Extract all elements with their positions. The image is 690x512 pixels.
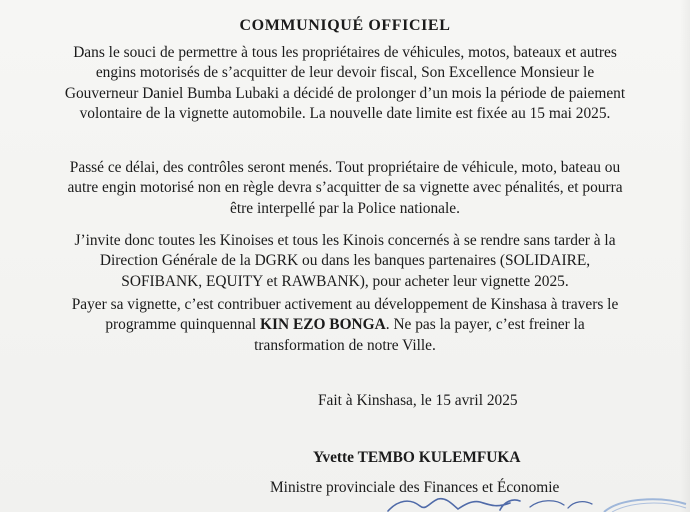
signer-name: Yvette TEMBO KULEMFUKA (313, 449, 521, 466)
signature-flourish (530, 501, 592, 508)
paragraph-controls-penalties: Passé ce délai, des contrôles seront menés. Tout propriétaire de véhicule, moto, bateau ou autre engin motorisé non en règle devra s’acquitter de sa vignette avec pénalités, et pourra être interpellé par la Police nationale. (67, 159, 623, 217)
signed-place-date: Fait à Kinshasa, le 15 avril 2025 (318, 392, 518, 409)
program-name: KIN EZO BONGA (260, 316, 386, 334)
signer-role: Ministre provinciale des Finances et Économie (270, 479, 560, 496)
paragraph-kin-ezo-bonga (62, 295, 628, 356)
paragraph-payment-locations: J’invite donc toutes les Kinoises et tous les Kinois concernés à se rendre sans tarder à la Direction Générale de la DGRK ou dans les banques partenaires (SOLIDAIRE, SOFIBANK, EQUITY et RAWBANK), pour acheter leur vignette 2025. (74, 232, 616, 290)
signature-stroke (388, 499, 520, 511)
paragraph-kin-ezo-bonga-after: . Ne pas la payer, c’est freiner la transformation de notre Ville. (254, 316, 585, 354)
document-title: COMMUNIQUÉ OFFICIEL (239, 17, 451, 34)
stamp-arc-inner (612, 503, 686, 512)
paragraph-kin-ezo-bonga-before: Payer sa vignette, c’est contribuer activement au développement de Kinshasa à travers le programme quinquennal (71, 296, 619, 334)
page-edge-shadow (680, 0, 690, 512)
signature-and-stamp (380, 496, 690, 512)
paragraph-extension-announcement: Dans le souci de permettre à tous les propriétaires de véhicules, motos, bateaux et autres engins motorisés de s’acquitter de leur devoir fiscal, Son Excellence Monsieur le Gouverneur Daniel Bumba Lubaki a décidé de prolonger d’un mois la période de paiement volontaire de la vignette automobile. La nouvelle date limite est fixée au 15 mai 2025. (64, 44, 626, 123)
